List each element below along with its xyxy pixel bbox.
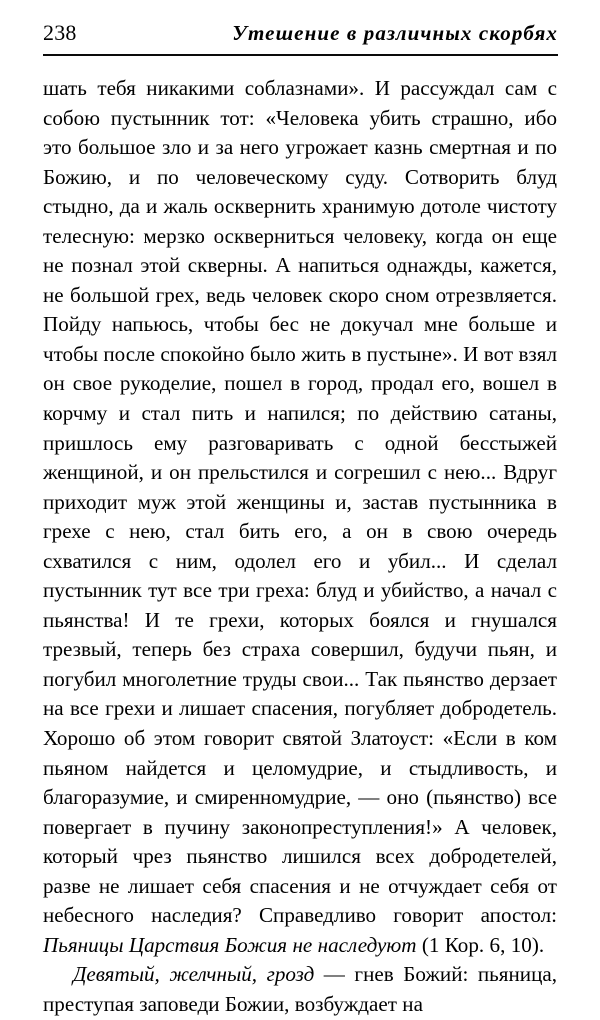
page-header	[43, 20, 558, 64]
paragraph-continuation-run-2-roman: (1 Кор. 6, 10).	[416, 932, 545, 957]
header-divider	[43, 54, 558, 56]
paragraph-ninth-cluster-run-1-roman: — гнев Божий: пьяница, преступая заповеди Божии, возбуждает на	[43, 962, 557, 1016]
paragraph-continuation-run-1-italic: Пьяницы Царствия Божия не наследуют	[43, 932, 417, 957]
running-title: Утешение в различных скорбях	[232, 21, 558, 45]
paragraph-ninth-cluster-run-0-italic: Девятый, желчный, грозд	[73, 962, 315, 987]
header-row	[43, 20, 558, 50]
page-number: 238	[43, 20, 77, 45]
paragraph-continuation-run-0-roman: шать тебя никакими соблазнами». И рассуждал сам с собою пустынник тот: «Человека убить страшно, ибо это большое зло и за него угрожает казнь смертная и по Божию, и по человеческому суду. Сотворить блуд стыдно, да и жаль осквернить хранимую дотоле чистоту телесную: мерзко оскверниться человеку, когда он еще не познал этой скверны. А напиться однажды, кажется, не большой грех, ведь человек скоро сном отрезвляется. Пойду напьюсь, чтобы бес не докучал мне больше и чтобы после спокойно было жить в пустыне». И вот взял он свое рукоделие, пошел в город, продал его, вошел в корчму и стал пить и напился; по действию сатаны, пришлось ему разговаривать с одной бесстыжей женщиной, и он прельстился и согрешил с нею... Вдруг приходит муж этой женщины и, застав пустынника в грехе с нею, стал бить его, а он в свою очередь схватился с ним, одолел его и убил... И сделал пустынник тут все три греха: блуд и убийство, а начал с пьянства! И те грехи, которых боялся и гнушался трезвый, теперь без страха совершил, будучи пьян, и погубил многолетние труды свои... Так пьянство дерзает на все грехи и лишает спасения, погубляет добродетель. Хорошо об этом говорит святой Златоуст: «Если в ком пьяном найдется и целомудрие, и стыдливость, и благоразумие, и смиренномудрие, — оно (пьянство) все повергает в пучину законопреступления!» А человек, который чрез пьянство лишился всех добродетелей, разве не лишает себя спасения и не отчуждает себя от небесного наследия? Справедливо говорит апостол:	[43, 76, 557, 928]
paragraph-continuation	[43, 74, 557, 960]
body-text-block	[43, 74, 557, 1020]
paragraph-ninth-cluster	[43, 960, 557, 1019]
